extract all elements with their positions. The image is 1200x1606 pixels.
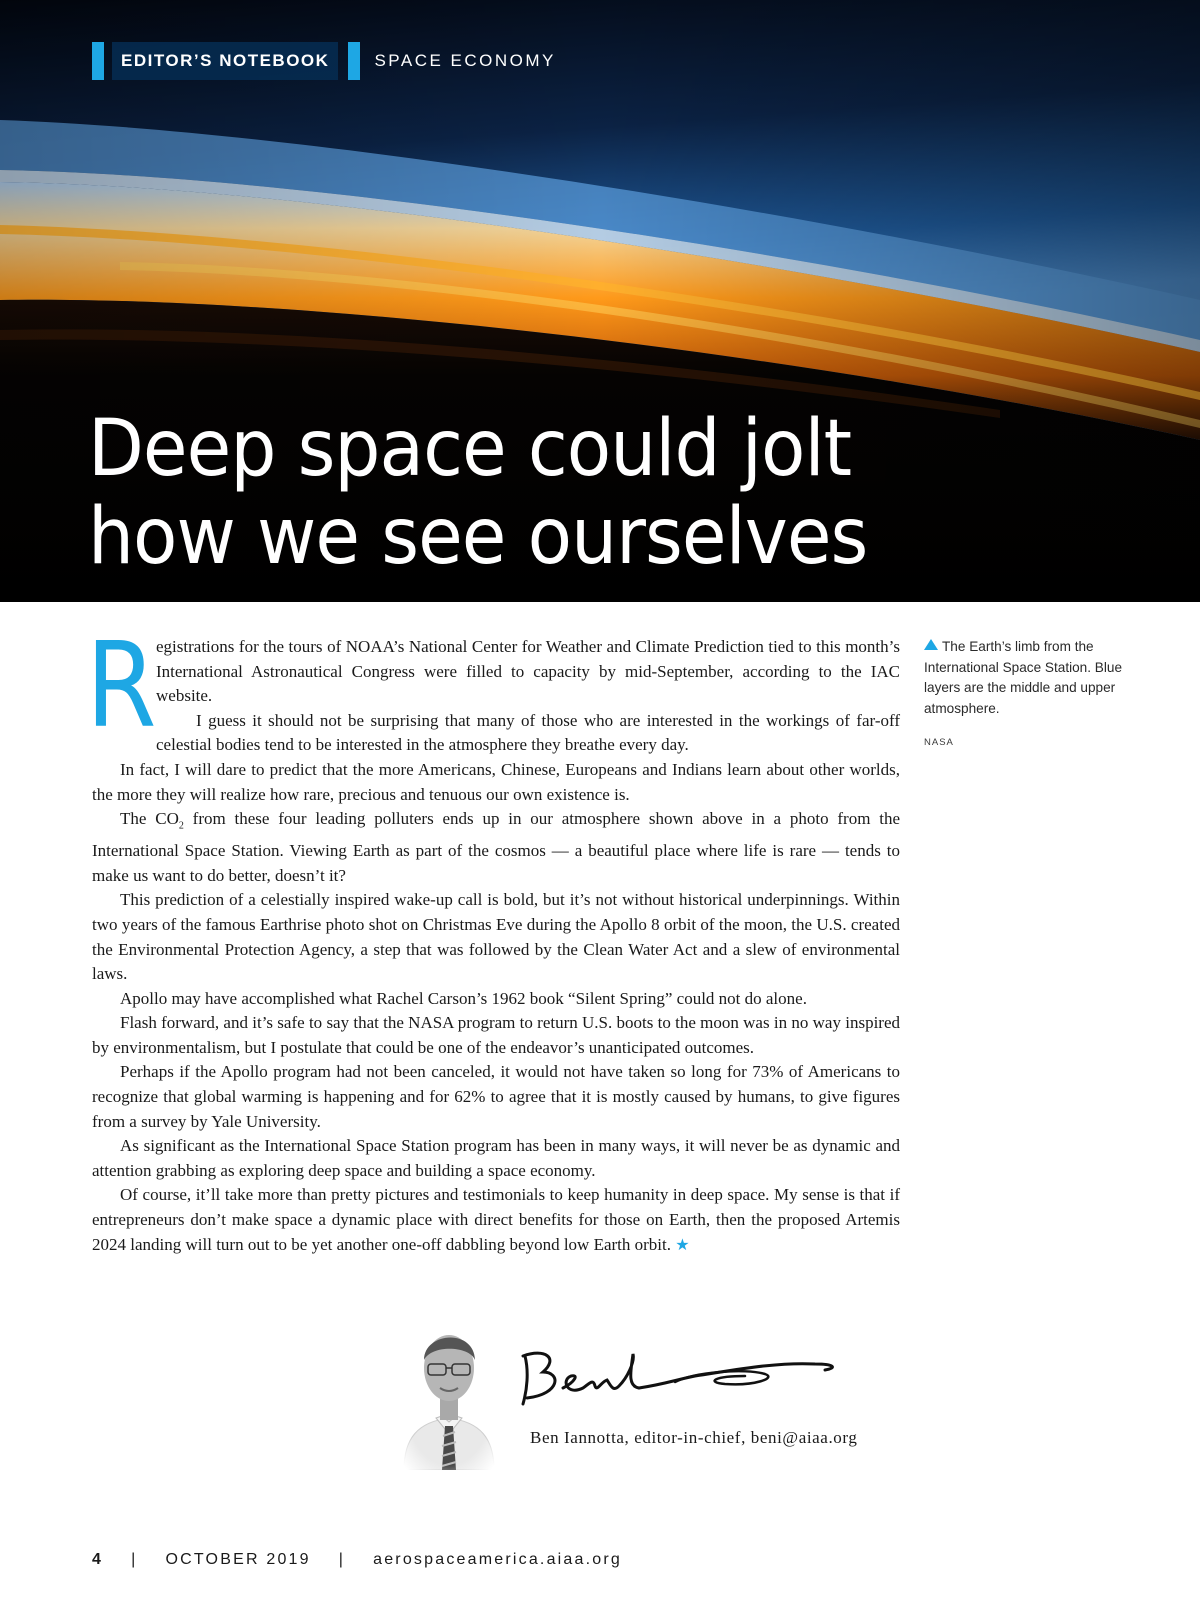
triangle-up-icon bbox=[924, 639, 938, 650]
tag-space-economy: SPACE ECONOMY bbox=[374, 51, 556, 70]
editor-byline: Ben Iannotta, editor-in-chief, beni@aiaa.org bbox=[530, 1428, 858, 1447]
paragraph-4 bbox=[92, 807, 900, 888]
paragraph-9: As significant as the International Space Station program has been in many ways, it will never be as dynamic and attention grabbing as exploring deep space and building a space economy. bbox=[92, 1136, 900, 1180]
end-star-icon: ★ bbox=[675, 1236, 690, 1254]
section-tags bbox=[92, 42, 556, 80]
paragraph-5: This prediction of a celestially inspired wake-up call is bold, but it’s not without historical underpinnings. Within two years of the famous Earthrise photo shot on Christmas Eve during the Apollo 8 orbit of the moon, the U.S. created the Environmental Protection Agency, a step that was followed by the Clean Water Act and a slew of environmental laws. bbox=[92, 890, 900, 984]
footer-separator: | bbox=[338, 1551, 346, 1568]
paragraph-7: Flash forward, and it’s safe to say that the NASA program to return U.S. boots to the moon was in no way inspired by environmentalism, but I postulate that could be one of the endeavor’s unanticipated outcomes. bbox=[92, 1013, 900, 1057]
article-headline bbox=[88, 405, 867, 581]
paragraph-1-text: egistrations for the tours of NOAA’s National Center for Weather and Climate Prediction tied to this month’s International Astronautical Congress were filled to capacity by mid-September, according to the IAC website. bbox=[156, 637, 900, 706]
photo-credit: NASA bbox=[924, 737, 954, 748]
paragraph-10 bbox=[92, 1183, 900, 1258]
footer-separator: | bbox=[131, 1551, 138, 1568]
co2-subscript: 2 bbox=[178, 820, 184, 832]
paragraph-6: Apollo may have accomplished what Rachel Carson’s 1962 book “Silent Spring” could not do alone. bbox=[120, 988, 807, 1008]
editor-portrait bbox=[396, 1310, 502, 1470]
handwritten-signature bbox=[515, 1342, 845, 1414]
website-url[interactable]: aerospaceamerica.aiaa.org bbox=[373, 1551, 622, 1568]
issue-date: OCTOBER 2019 bbox=[165, 1551, 311, 1568]
caption-text: The Earth’s limb from the International Space Station. Blue layers are the middle and upper atmosphere. bbox=[924, 639, 1122, 716]
hero-banner bbox=[0, 0, 1200, 602]
paragraph-4-start: The CO bbox=[120, 809, 179, 829]
headline-line-2: how we see ourselves bbox=[88, 492, 868, 582]
paragraph-2-text: I guess it should not be surprising that many of those who are interested in the workings of far-off celestial bodies tend to be interested in the atmosphere they breathe every day. bbox=[156, 710, 900, 755]
page-number: 4 bbox=[92, 1551, 104, 1568]
paragraph-10-text: Of course, it’ll take more than pretty pictures and testimonials to keep humanity in deep space. My sense is that if entrepreneurs don’t make space a dynamic place with direct benefits for those on Earth, then the proposed Artemis 2024 landing will turn out to be yet another one-off dabbling beyond low Earth orbit. bbox=[92, 1185, 900, 1254]
photo-caption bbox=[924, 637, 1124, 754]
paragraph-8: Perhaps if the Apollo program had not been canceled, it would not have taken so long for 73% of Americans to recognize that global warming is happening and for 62% to agree that it is mostly caused by humans, to give figures from a survey by Yale University. bbox=[92, 1062, 900, 1131]
tag-accent-bar bbox=[92, 42, 104, 80]
drop-cap: R bbox=[86, 616, 157, 754]
paragraph-2 bbox=[92, 709, 900, 758]
tag-accent-bar bbox=[348, 42, 360, 80]
article-body bbox=[86, 616, 901, 1258]
paragraph-3: In fact, I will dare to predict that the more Americans, Chinese, Europeans and Indians learn about other worlds, the more they will realize how rare, precious and tenuous our own existence is. bbox=[92, 759, 900, 804]
paragraph-4-rest: from these four leading polluters ends up in our atmosphere shown above in a photo from the International Space Station. Viewing Earth as part of the cosmos — a beautiful place where life is rare — tends to make us want to do better, doesn’t it? bbox=[92, 809, 901, 885]
page-footer bbox=[92, 1551, 622, 1569]
tag-editors-notebook: EDITOR’S NOTEBOOK bbox=[112, 42, 338, 80]
headline-line-1: Deep space could jolt bbox=[88, 404, 852, 494]
